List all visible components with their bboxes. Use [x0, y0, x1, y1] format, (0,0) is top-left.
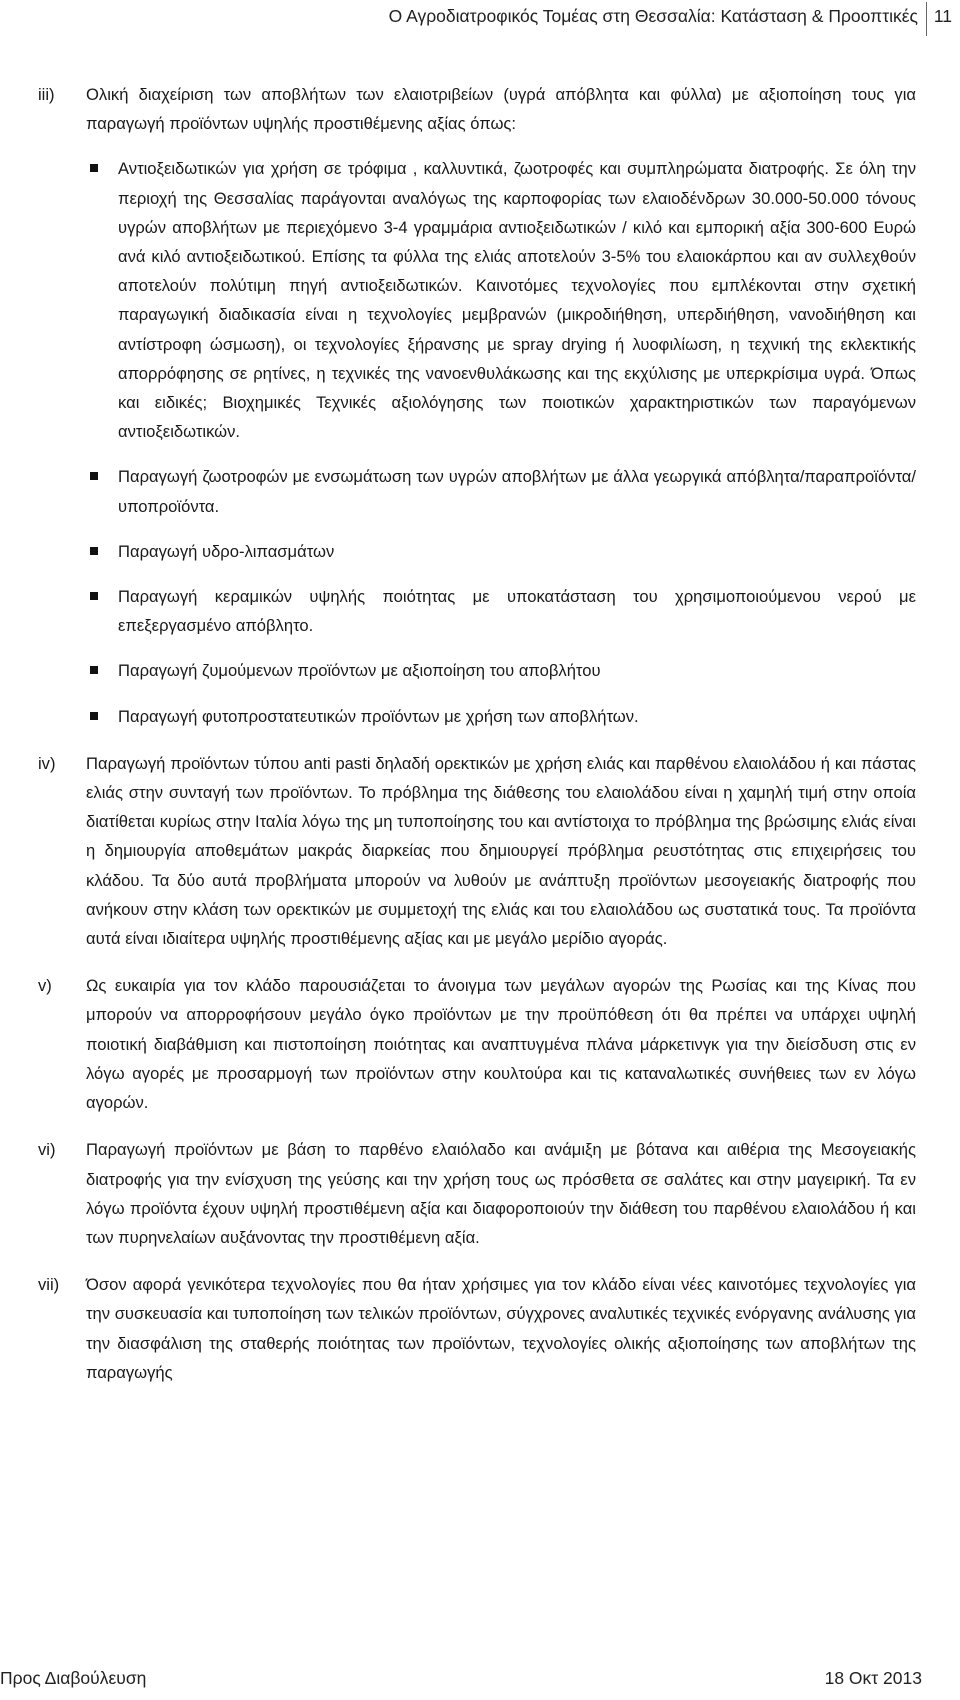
- bullet-text: Παραγωγή ζυμούμενων προϊόντων με αξιοποίηση του αποβλήτου: [118, 661, 601, 681]
- item-text: Παραγωγή προϊόντων τύπου anti pasti δηλαδή ορεκτικών με χρήση ελιάς και παρθένου ελαιολάδου ή και πάστας ελιάς στην συνταγή των προϊόντων. Το πρόβλημα της διάθεσης του ελαιολάδου είναι η χαμηλή τιμή στην οποία διατίθεται κυρίως στην Ιταλία λόγω της μη τυποποίησης του και αντίστοιχα το πρόβλημα της βρώσιμης ελιάς είναι η δημιουργία αποθεμάτων μακράς διαρκείας που δημιουργεί πρόβλημα ρευστότητας στις επιχειρήσεις του κλάδου. Τα δύο αυτά προβλήματα μπορούν να λυθούν με ανάπτυξη προϊόντων μεσογειακής διατροφής που ανήκουν στην κλάση των ορεκτικών με συμμετοχή της ελιάς και του ελαιολάδου ως συστατικά τους. Τα προϊόντα αυτά είναι ιδιαίτερα υψηλής προστιθέμενης αξίας και με μεγάλο μερίδιο αγοράς.: [86, 753, 916, 949]
- bullet-text: Παραγωγή φυτοπροστατευτικών προϊόντων με χρήση των αποβλήτων.: [118, 706, 639, 726]
- item-label: iv): [38, 753, 56, 773]
- bullet-text: Παραγωγή ζωοτροφών με ενσωμάτωση των υγρών αποβλήτων με άλλα γεωργικά απόβλητα/παραπροϊόντα/υποπροϊόντα.: [118, 467, 916, 516]
- page-number: 11: [933, 6, 952, 26]
- item-label: v): [38, 976, 52, 996]
- item-text: Παραγωγή προϊόντων με βάση το παρθένο ελαιόλαδο και ανάμιξη με βότανα και αιθέρια της Μεσογειακής διατροφής για την ενίσχυση της γεύσης και την χρήση τους ως πρόσθετα σε σαλάτες και στην μαγειρική. Τα εν λόγω προϊόντα έχουν υψηλή προστιθέμενη αξία και διαφοροποιούν την διάθεση του παρθένου ελαιολάδου ή και των πυρηνελαίων αυξάνοντας την προστιθέμενη αξία.: [86, 1140, 916, 1247]
- list-item-vi: [0, 1135, 916, 1252]
- item-label: vii): [38, 1275, 60, 1295]
- list-item-iv: [0, 749, 916, 953]
- square-bullet-icon: [90, 472, 98, 480]
- square-bullet-icon: [90, 712, 98, 720]
- square-bullet-icon: [90, 164, 98, 172]
- item-text: Ως ευκαιρία για τον κλάδο παρουσιάζεται το άνοιγμα των μεγάλων αγορών της Ρωσίας και της Κίνας που μπορούν να απορροφήσουν μεγάλο όγκο προϊόντων με την προϋπόθεση ότι θα πρέπει να υπάρχει υψηλή ποιοτική διαβάθμιση και πιστοποίηση ποιότητας και αναπτυγμένα πλάνα μάρκετινγκ για την διείσδυση στις εν λόγω αγορές με προσαρμογή των προϊόντων στην κουλτούρα και τις καταναλωτικές συνήθειες των εν λόγω αγορών.: [86, 976, 916, 1113]
- bullet-item: [86, 656, 916, 685]
- bullet-item: [86, 154, 916, 446]
- bullet-item: [86, 582, 916, 640]
- item-text: Ολική διαχείριση των αποβλήτων των ελαιοτριβείων (υγρά απόβλητα και φύλλα) με αξιοποίηση τους για παραγωγή προϊόντων υψηλής προστιθέμενης αξίας όπως:: [86, 85, 916, 134]
- bullet-text: Παραγωγή κεραμικών υψηλής ποιότητας με υποκατάσταση του χρησιμοποιούμενου νερού με επεξεργασμένο απόβλητο.: [118, 587, 916, 636]
- bullet-item: [86, 537, 916, 566]
- item-text: Όσον αφορά γενικότερα τεχνολογίες που θα ήταν χρήσιμες για τον κλάδο είναι νέες καινοτόμες τεχνολογίες για την συσκευασία και τυποποίηση των τελικών προϊόντων, σύγχρονες αναλυτικές τεχνικές ενόργανης ανάλυσης για την διασφάλιση της σταθερής ποιότητας των προϊόντων, τεχνολογίες ολικής αξιοποίησης των αποβλήτων της παραγωγής: [86, 1275, 916, 1382]
- footer-status: Προς Διαβούλευση: [0, 1668, 147, 1688]
- page-footer: [0, 1662, 960, 1700]
- header-title: Ο Αγροδιατροφικός Τομέας στη Θεσσαλία: Κατάσταση & Προοπτικές: [388, 6, 918, 26]
- list-item-iii: [0, 80, 916, 731]
- list-item-v: [0, 971, 916, 1117]
- square-bullet-icon: [90, 592, 98, 600]
- item-label: iii): [38, 85, 55, 104]
- list-item-vii: [0, 1270, 916, 1387]
- header-divider: [926, 2, 927, 36]
- footer-date: 18 Οκτ 2013: [824, 1668, 922, 1688]
- bullet-text: Αντιοξειδωτικών για χρήση σε τρόφιμα , καλλυντικά, ζωοτροφές και συμπληρώματα διατροφής. Σε όλη την περιοχή της Θεσσαλίας παράγονται αναλόγως της καρποφορίας των ελαιοδένδρων 30.000-50.000 τόνους υγρών αποβλήτων με περιεχόμενο 3-4 γραμμάρια αντιοξειδωτικών / κιλό και εμπορική αξία 300-600 Ευρώ ανά κιλό αντιοξειδωτικού. Επίσης τα φύλλα της ελιάς αποτελούν 3-5% του ελαιοκάρπου και αν συλλεχθούν αποτελούν πολύτιμη πηγή αντιοξειδωτικών. Καινοτόμες τεχνολογίες που εμπλέκονται στην σχετική παραγωγική διαδικασία είναι η τεχνολογίες μεμβρανών (μικροδιήθηση, υπερδιήθηση, νανοδιήθηση και αντίστροφη ώσμωση), οι τεχνολογίες ξήρανσης με spray drying ή λυοφιλίωση, η τεχνική της εκλεκτικής απορρόφησης σε ρητίνες, η τεχνικές της νανοενθυλάκωσης και της εκχύλισης με υπερκρίσιμα υγρά. Όπως και ειδικές; Βιοχημικές Τεχνικές αξιολόγησης των ποιοτικών χαρακτηριστικών των παραγόμενων αντιοξειδωτικών.: [118, 159, 916, 442]
- bullet-text: Παραγωγή υδρο-λιπασμάτων: [118, 541, 335, 561]
- square-bullet-icon: [90, 547, 98, 555]
- item-label: vi): [38, 1140, 56, 1160]
- bullet-item: [86, 462, 916, 520]
- square-bullet-icon: [90, 666, 98, 674]
- bullet-item: [86, 702, 916, 731]
- page-header: [0, 0, 960, 40]
- bullet-list: [86, 154, 916, 730]
- document-body: [0, 80, 960, 1405]
